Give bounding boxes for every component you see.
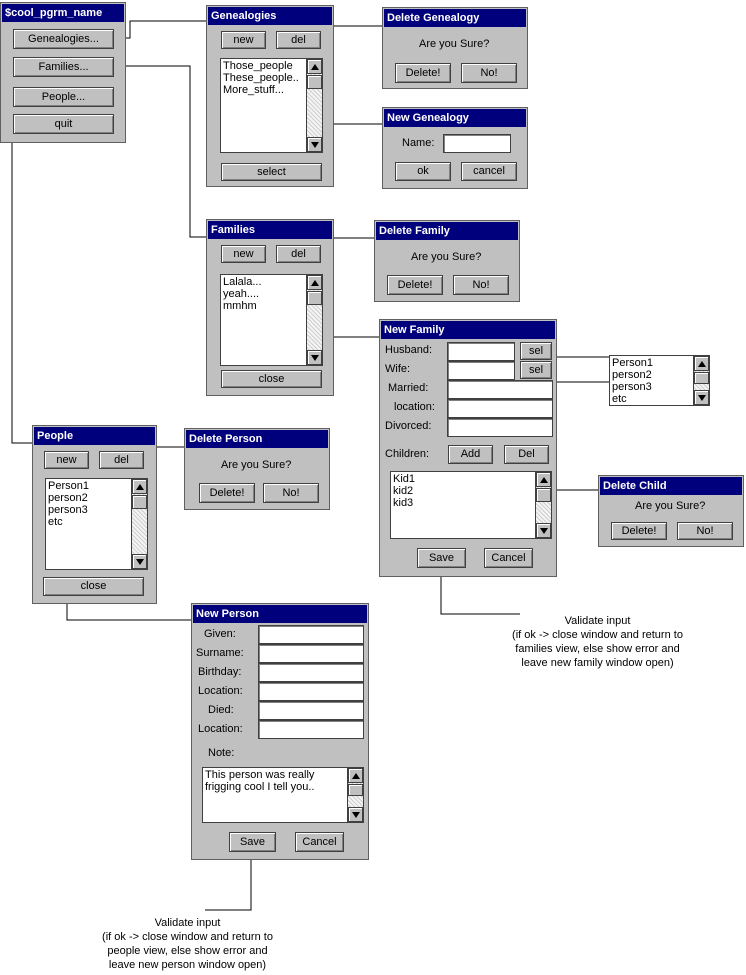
location-label: location:	[394, 401, 435, 413]
select-genealogy-button[interactable]: select	[221, 163, 322, 181]
married-label: Married:	[388, 382, 429, 394]
given-label: Given:	[204, 628, 236, 640]
delete-person-button[interactable]: del	[99, 451, 144, 469]
wife-field[interactable]	[447, 361, 515, 380]
person-select-list-items: Person1 person2 person3 etc	[612, 357, 653, 405]
birthday-label: Birthday:	[198, 666, 242, 678]
new-family-title: New Family	[381, 321, 555, 339]
scrollbar[interactable]	[131, 479, 147, 569]
main-window-title: $cool_pgrm_name	[2, 4, 124, 22]
cancel-person-button[interactable]: Cancel	[295, 832, 344, 852]
scrollbar[interactable]	[347, 768, 363, 822]
people-window	[32, 425, 157, 604]
delete-child-button[interactable]: Del	[504, 445, 549, 464]
wife-label: Wife:	[385, 363, 411, 375]
save-person-button[interactable]: Save	[229, 832, 276, 852]
confirm-delete-button[interactable]: Delete!	[611, 522, 667, 540]
confirm-message: Are you Sure?	[635, 500, 706, 512]
scrollbar[interactable]	[535, 472, 551, 538]
scroll-down-arrow-icon[interactable]	[694, 390, 709, 405]
person-save-annotation: Validate input (if ok -> close window and return to people view, else show error and leave new person window open)	[102, 917, 273, 971]
scroll-thumb[interactable]	[348, 784, 363, 796]
families-title: Families	[208, 221, 332, 239]
scroll-up-arrow-icon[interactable]	[132, 479, 147, 494]
new-genealogy-button[interactable]: new	[221, 31, 266, 49]
birthday-field[interactable]	[258, 663, 364, 682]
cancel-button[interactable]: cancel	[461, 162, 517, 181]
delete-child-title: Delete Child	[600, 477, 742, 495]
delete-family-button[interactable]: del	[276, 245, 321, 263]
families-list[interactable]	[220, 274, 323, 366]
save-family-button[interactable]: Save	[417, 548, 466, 568]
scroll-down-arrow-icon[interactable]	[307, 137, 322, 152]
select-husband-button[interactable]: sel	[520, 342, 552, 360]
delete-family-title: Delete Family	[376, 222, 518, 240]
delete-genealogy-title: Delete Genealogy	[384, 9, 526, 27]
husband-field[interactable]	[447, 342, 515, 361]
children-list-items: Kid1 kid2 kid3	[393, 473, 416, 509]
scrollbar[interactable]	[693, 356, 709, 405]
children-label: Children:	[385, 448, 430, 460]
location-label: Location:	[198, 685, 243, 697]
delete-genealogy-dialog	[382, 7, 528, 89]
died-label: Died:	[208, 704, 234, 716]
main-window	[0, 2, 126, 143]
note-label: Note:	[208, 747, 235, 759]
genealogies-title: Genealogies	[208, 7, 332, 25]
husband-label: Husband:	[385, 344, 433, 356]
close-people-button[interactable]: close	[43, 577, 144, 596]
new-person-dialog	[191, 603, 369, 860]
children-list[interactable]	[390, 471, 552, 539]
confirm-message: Are you Sure?	[221, 459, 292, 471]
scroll-down-arrow-icon[interactable]	[348, 807, 363, 822]
note-textarea[interactable]	[202, 767, 364, 823]
people-list[interactable]	[45, 478, 148, 570]
people-button[interactable]: People...	[13, 87, 114, 107]
genealogies-list-items: Those_people These_people.. More_stuff...	[223, 60, 299, 96]
name-field[interactable]	[443, 134, 511, 153]
genealogies-button[interactable]: Genealogies...	[13, 29, 114, 49]
new-genealogy-dialog	[382, 107, 528, 189]
confirm-delete-button[interactable]: Delete!	[395, 63, 451, 83]
surname-field[interactable]	[258, 644, 364, 663]
died-field[interactable]	[258, 701, 364, 720]
divorced-field[interactable]	[447, 418, 553, 437]
families-list-items: Lalala... yeah.... mmhm	[223, 276, 262, 312]
add-child-button[interactable]: Add	[448, 445, 493, 464]
married-field[interactable]	[447, 380, 553, 399]
scroll-up-arrow-icon[interactable]	[307, 59, 322, 74]
close-families-button[interactable]: close	[221, 370, 322, 388]
people-title: People	[34, 427, 155, 445]
genealogies-list[interactable]	[220, 58, 323, 153]
families-window	[206, 219, 334, 396]
scroll-down-arrow-icon[interactable]	[132, 554, 147, 569]
given-field[interactable]	[258, 625, 364, 644]
married-location-field[interactable]	[447, 399, 553, 418]
scroll-up-arrow-icon[interactable]	[348, 768, 363, 783]
delete-person-dialog	[184, 428, 330, 510]
select-wife-button[interactable]: sel	[520, 361, 552, 379]
scroll-thumb[interactable]	[307, 75, 322, 89]
delete-genealogy-button[interactable]: del	[276, 31, 321, 49]
new-family-dialog	[379, 319, 557, 577]
person-select-list[interactable]	[609, 355, 710, 406]
scroll-thumb[interactable]	[132, 495, 147, 509]
divorced-label: Divorced:	[385, 420, 432, 432]
scroll-down-arrow-icon[interactable]	[536, 523, 551, 538]
scroll-thumb[interactable]	[536, 488, 551, 502]
delete-family-dialog	[374, 220, 520, 302]
scrollbar[interactable]	[306, 59, 322, 152]
no-button[interactable]: No!	[453, 275, 509, 295]
scroll-up-arrow-icon[interactable]	[536, 472, 551, 487]
confirm-delete-button[interactable]: Delete!	[199, 483, 255, 503]
ok-button[interactable]: ok	[395, 162, 451, 181]
scroll-thumb[interactable]	[307, 291, 322, 305]
no-button[interactable]: No!	[677, 522, 733, 540]
confirm-delete-button[interactable]: Delete!	[387, 275, 443, 295]
location2-label: Location:	[198, 723, 243, 735]
families-button[interactable]: Families...	[13, 57, 114, 77]
note-text: This person was really frigging cool I tell you..	[205, 769, 315, 793]
birth-location-field[interactable]	[258, 682, 364, 701]
no-button[interactable]: No!	[461, 63, 517, 83]
cancel-family-button[interactable]: Cancel	[484, 548, 533, 568]
confirm-message: Are you Sure?	[411, 251, 482, 263]
new-person-title: New Person	[193, 605, 367, 623]
new-family-button[interactable]: new	[221, 245, 266, 263]
quit-button[interactable]: quit	[13, 114, 114, 134]
death-location-field[interactable]	[258, 720, 364, 739]
new-genealogy-title: New Genealogy	[384, 109, 526, 127]
genealogies-window	[206, 5, 334, 187]
confirm-message: Are you Sure?	[419, 38, 490, 50]
scrollbar[interactable]	[306, 275, 322, 365]
family-save-annotation: Validate input (if ok -> close window and return to families view, else show error and leave new family window open)	[512, 615, 683, 669]
delete-person-title: Delete Person	[186, 430, 328, 448]
scroll-down-arrow-icon[interactable]	[307, 350, 322, 365]
name-label: Name:	[402, 137, 435, 149]
scroll-up-arrow-icon[interactable]	[307, 275, 322, 290]
people-list-items: Person1 person2 person3 etc	[48, 480, 89, 528]
delete-child-dialog	[598, 475, 744, 547]
scroll-thumb[interactable]	[694, 372, 709, 384]
scroll-up-arrow-icon[interactable]	[694, 356, 709, 371]
new-person-button[interactable]: new	[44, 451, 89, 469]
surname-label: Surname:	[196, 647, 244, 659]
no-button[interactable]: No!	[263, 483, 319, 503]
